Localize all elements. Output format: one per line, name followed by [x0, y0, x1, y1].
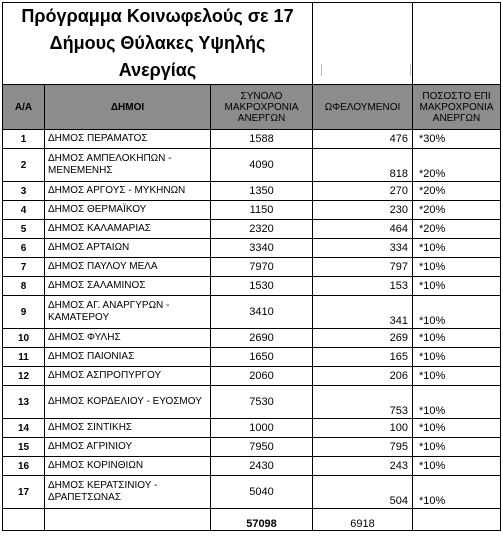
- table-row: [3, 367, 501, 386]
- row-synolo: 3410: [211, 296, 313, 329]
- row-dimos: ΔΗΜΟΣ ΑΜΠΕΛΟΚΗΠΩΝ - ΜΕΝΕΜΕΝΗΣ: [45, 149, 211, 182]
- row-aa: 13: [3, 386, 45, 419]
- row-synolo: 2430: [211, 457, 313, 476]
- row-pososto: *10%: [413, 239, 501, 258]
- row-synolo: 2690: [211, 329, 313, 348]
- table-row: [3, 239, 501, 258]
- row-pososto: *10%: [413, 277, 501, 296]
- row-dimos: ΔΗΜΟΣ ΠΑΙΟΝΙΑΣ: [45, 348, 211, 367]
- row-synolo: 2320: [211, 220, 313, 239]
- row-pososto: *30%: [413, 130, 501, 149]
- row-aa: 4: [3, 201, 45, 220]
- row-synolo: 7530: [211, 386, 313, 419]
- row-synolo: 4090: [211, 149, 313, 182]
- row-dimos: ΔΗΜΟΣ ΑΓ. ΑΝΑΡΓΥΡΩΝ - ΚΑΜΑΤΕΡΟΥ: [45, 296, 211, 329]
- row-aa: 7: [3, 258, 45, 277]
- row-synolo: 1588: [211, 130, 313, 149]
- row-pososto: *10%: [413, 386, 501, 419]
- row-dimos: ΔΗΜΟΣ ΚΑΛΑΜΑΡΙΑΣ: [45, 220, 211, 239]
- table-row: [3, 220, 501, 239]
- title-line-2: Δήμους Θύλακες Υψηλής: [49, 33, 266, 53]
- row-dimos: ΔΗΜΟΣ ΘΕΡΜΑΪΚΟΥ: [45, 201, 211, 220]
- row-aa: 14: [3, 419, 45, 438]
- row-ofeloumenoi: 243: [313, 457, 413, 476]
- row-aa: 5: [3, 220, 45, 239]
- header-row: [3, 85, 501, 130]
- row-aa: 15: [3, 438, 45, 457]
- row-ofeloumenoi: 269: [313, 329, 413, 348]
- row-dimos: ΔΗΜΟΣ ΚΕΡΑΤΣΙΝΙΟΥ - ΔΡΑΠΕΤΣΩΝΑΣ: [45, 476, 211, 509]
- row-aa: 1: [3, 130, 45, 149]
- row-pososto: *10%: [413, 419, 501, 438]
- municipalities-table: [2, 2, 501, 531]
- table-row: [3, 386, 501, 419]
- gridline-marker: [321, 64, 322, 76]
- row-dimos: ΔΗΜΟΣ ΣΙΝΤΙΚΗΣ: [45, 419, 211, 438]
- title-empty-cell: [413, 3, 501, 85]
- row-dimos: ΔΗΜΟΣ ΣΑΛΑΜΙΝΟΣ: [45, 277, 211, 296]
- title-row: [3, 3, 501, 85]
- title-line-3: Ανεργίας: [118, 60, 197, 80]
- row-dimos: ΔΗΜΟΣ ΑΣΠΡΟΠΥΡΓΟΥ: [45, 367, 211, 386]
- row-synolo: 1150: [211, 201, 313, 220]
- row-ofeloumenoi: 206: [313, 367, 413, 386]
- table-body: [3, 130, 501, 509]
- row-dimos: ΔΗΜΟΣ ΠΑΥΛΟΥ ΜΕΛΑ: [45, 258, 211, 277]
- row-pososto: *10%: [413, 457, 501, 476]
- row-ofeloumenoi: 165: [313, 348, 413, 367]
- table-row: [3, 149, 501, 182]
- row-aa: 2: [3, 149, 45, 182]
- row-ofeloumenoi: 504: [313, 476, 413, 509]
- table-title: [3, 3, 313, 85]
- row-dimos: ΔΗΜΟΣ ΠΕΡΑΜΑΤΟΣ: [45, 130, 211, 149]
- table-row: [3, 457, 501, 476]
- totals-row: [3, 509, 501, 531]
- row-synolo: 7970: [211, 258, 313, 277]
- totals-empty-cell: [413, 509, 501, 531]
- row-pososto: *10%: [413, 438, 501, 457]
- row-aa: 9: [3, 296, 45, 329]
- row-synolo: 2060: [211, 367, 313, 386]
- row-synolo: 1350: [211, 182, 313, 201]
- row-synolo: 1650: [211, 348, 313, 367]
- row-ofeloumenoi: 230: [313, 201, 413, 220]
- row-ofeloumenoi: 797: [313, 258, 413, 277]
- row-ofeloumenoi: 270: [313, 182, 413, 201]
- table-row: [3, 277, 501, 296]
- row-ofeloumenoi: 100: [313, 419, 413, 438]
- table-row: [3, 201, 501, 220]
- table-row: [3, 438, 501, 457]
- row-aa: 6: [3, 239, 45, 258]
- table-row: [3, 182, 501, 201]
- row-synolo: 1000: [211, 419, 313, 438]
- row-pososto: *20%: [413, 220, 501, 239]
- title-empty-cell: [313, 3, 413, 85]
- row-pososto: *10%: [413, 329, 501, 348]
- row-dimos: ΔΗΜΟΣ ΚΟΡΔΕΛΙΟΥ - ΕΥΟΣΜΟΥ: [45, 386, 211, 419]
- table-row: [3, 130, 501, 149]
- row-aa: 3: [3, 182, 45, 201]
- row-pososto: *10%: [413, 296, 501, 329]
- row-ofeloumenoi: 153: [313, 277, 413, 296]
- header-synolo: ΣΥΝΟΛΟ ΜΑΚΡΟΧΡΟΝΙΑ ΑΝΕΡΓΩΝ: [211, 85, 313, 130]
- row-aa: 17: [3, 476, 45, 509]
- row-ofeloumenoi: 753: [313, 386, 413, 419]
- row-ofeloumenoi: 334: [313, 239, 413, 258]
- header-ofeloumenoi: ΩΦΕΛΟΥΜΕΝΟΙ: [313, 85, 413, 130]
- totals-ofeloumenoi: 6918: [313, 509, 413, 531]
- row-pososto: *10%: [413, 258, 501, 277]
- row-pososto: *20%: [413, 182, 501, 201]
- totals-synolo: 57098: [211, 509, 313, 531]
- totals-empty-cell: [3, 509, 45, 531]
- row-ofeloumenoi: 476: [313, 130, 413, 149]
- row-aa: 10: [3, 329, 45, 348]
- row-dimos: ΔΗΜΟΣ ΑΓΡΙΝΙΟΥ: [45, 438, 211, 457]
- header-aa: Α/Α: [3, 85, 45, 130]
- row-ofeloumenoi: 818: [313, 149, 413, 182]
- row-pososto: *20%: [413, 149, 501, 182]
- row-aa: 11: [3, 348, 45, 367]
- row-pososto: *10%: [413, 367, 501, 386]
- header-dimoi: ΔΗΜΟΙ: [45, 85, 211, 130]
- table-row: [3, 258, 501, 277]
- row-synolo: 1530: [211, 277, 313, 296]
- row-pososto: *10%: [413, 348, 501, 367]
- table-row: [3, 419, 501, 438]
- table-row: [3, 296, 501, 329]
- row-aa: 8: [3, 277, 45, 296]
- row-ofeloumenoi: 341: [313, 296, 413, 329]
- table-row: [3, 348, 501, 367]
- row-dimos: ΔΗΜΟΣ ΚΟΡΙΝΘΙΩΝ: [45, 457, 211, 476]
- row-aa: 12: [3, 367, 45, 386]
- row-ofeloumenoi: 795: [313, 438, 413, 457]
- row-ofeloumenoi: 464: [313, 220, 413, 239]
- row-synolo: 3340: [211, 239, 313, 258]
- table-row: [3, 476, 501, 509]
- row-pososto: *10%: [413, 476, 501, 509]
- row-dimos: ΔΗΜΟΣ ΑΡΓΟΥΣ - ΜΥΚΗΝΩΝ: [45, 182, 211, 201]
- gridline-marker: [410, 64, 411, 76]
- row-pososto: *20%: [413, 201, 501, 220]
- row-synolo: 7950: [211, 438, 313, 457]
- table-row: [3, 329, 501, 348]
- row-dimos: ΔΗΜΟΣ ΦΥΛΗΣ: [45, 329, 211, 348]
- totals-empty-cell: [45, 509, 211, 531]
- row-aa: 16: [3, 457, 45, 476]
- row-dimos: ΔΗΜΟΣ ΑΡΤΑΙΩΝ: [45, 239, 211, 258]
- row-synolo: 5040: [211, 476, 313, 509]
- title-line-1: Πρόγραμμα Κοινωφελούς σε 17: [21, 6, 294, 26]
- header-pososto: ΠΟΣΟΣΤΟ ΕΠΙ ΜΑΚΡΟΧΡΟΝΙΑ ΑΝΕΡΓΩΝ: [413, 85, 501, 130]
